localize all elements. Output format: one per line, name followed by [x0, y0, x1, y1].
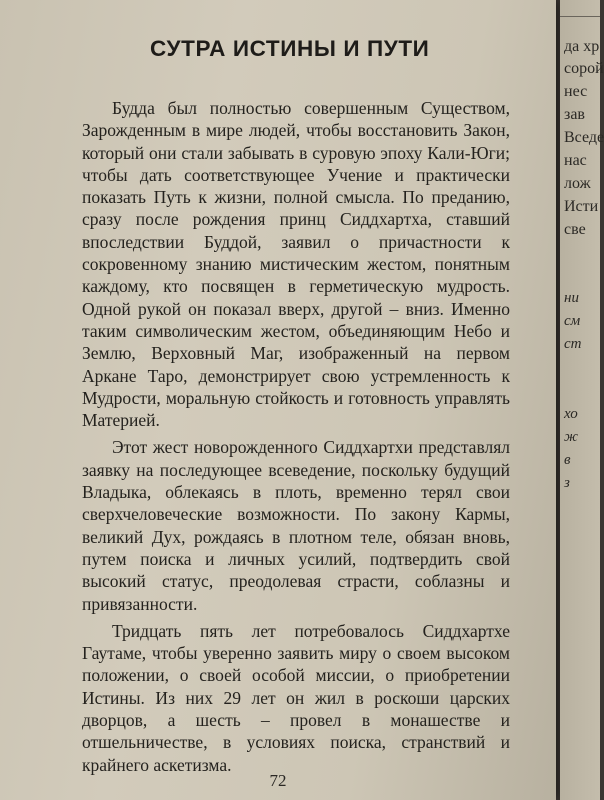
chapter-title: СУТРА ИСТИНЫ И ПУТИ — [150, 36, 430, 61]
facing-page-fragment: сорой — [564, 60, 604, 77]
facing-page-rule — [560, 16, 600, 17]
facing-page-fragment: лож — [564, 175, 591, 192]
facing-page-fragment: ни — [564, 290, 579, 306]
facing-page-fragment: нес — [564, 83, 588, 100]
facing-page-fragment: зав — [564, 106, 585, 123]
facing-page-fragment: нас — [564, 152, 587, 169]
body-text — [82, 97, 510, 781]
facing-page-fragment: в — [564, 452, 571, 468]
facing-page-fragment: да хр — [564, 38, 600, 55]
facing-page-edge — [560, 0, 604, 800]
paragraph-2: Этот жест новорожденного Сиддхартхи представлял заявку на последующее всеведение, поскольку будущий Владыка, облекаясь в плоть, временно терял свои сверхчеловеческие возможности. По закону Кармы, великий Дух, рождаясь в плотном теле, обязан вновь, путем поиска и личных усилий, подтвердить свой высокий статус, преодолевая страсти, соблазны и привязанности. — [82, 437, 510, 614]
page-number: 72 — [269, 771, 287, 790]
paragraph-1: Будда был полностью совершенным Существом, Зарожденным в мире людей, чтобы восстановить Закон, который они стали забывать в суровую эпоху Кали-Юги; чтобы дать соответствующее Учение и практически показать Путь к жизни, полной смысла. По преданию, сразу после рождения принц Сиддхартха, ставший впоследствии Буддой, заявил о причастности к сокровенному знанию мистическим жестом, понятным каждому, кто посвящен в герметическую мудрость. Одной рукой он показал вверх, другой – вниз. Именно таким символическим жестом, объединяющим Небо и Землю, Верховный Маг, изображенный на первом Аркане Таро, демонстрирует свою устремленность к Мудрости, моральную стойкость и готовность управлять Материей. — [82, 98, 510, 431]
facing-page-fragment: све — [564, 221, 586, 238]
paragraph-3: Тридцать пять лет потребовалось Сиддхартхе Гаутаме, чтобы уверенно заявить миру о своем высоком положении, о своей особой миссии, о приобретении Истины. Из них 29 лет он жил в роскоши царских дворцов, а шесть – провел в монашестве и отшельничестве, в условиях поиска, странствий и крайнего аскетизма. — [82, 620, 510, 775]
facing-page-fragment: Исти — [564, 198, 599, 215]
facing-page-fragment: хо — [564, 406, 578, 422]
facing-page-fragment: ж — [564, 429, 578, 445]
facing-page-fragment: ст — [564, 336, 582, 352]
facing-page-fragment: з — [564, 475, 570, 491]
facing-page-fragment: Вседе — [564, 129, 604, 146]
facing-page-fragment: см — [564, 313, 581, 329]
